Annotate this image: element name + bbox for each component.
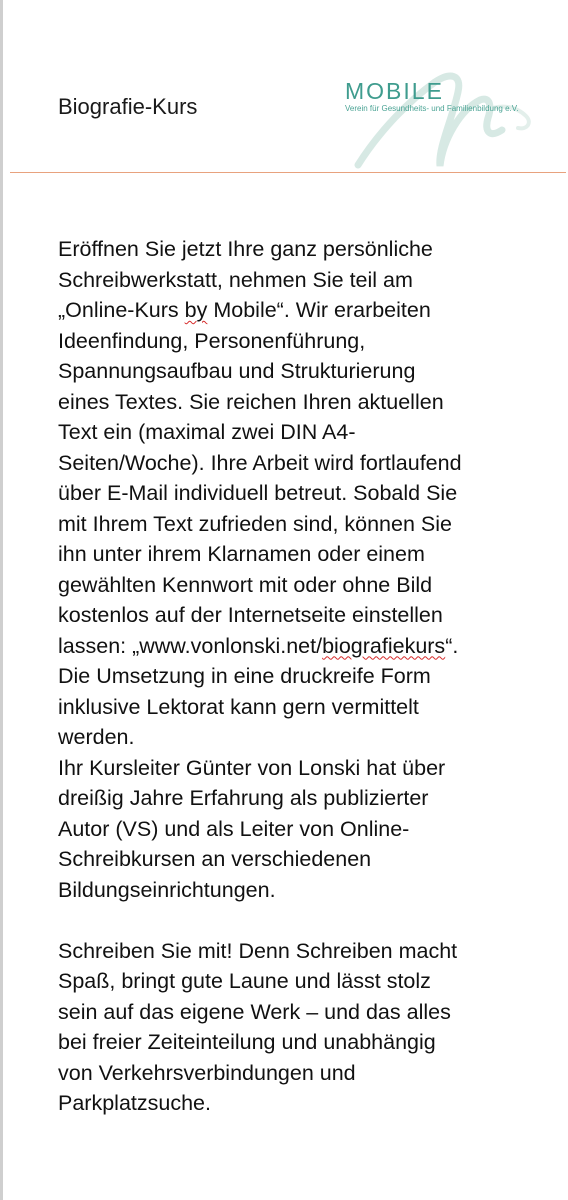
page-title: Biografie-Kurs — [58, 94, 198, 119]
paragraph-spacer — [58, 905, 518, 936]
text-line: Bildungseinrichtungen. — [58, 877, 276, 902]
text-line: Schreiben Sie mit! Denn Schreiben macht — [58, 938, 458, 963]
spellcheck-flagged-word: by — [184, 298, 208, 322]
text-line: Schreibkursen an verschiedenen — [58, 847, 372, 871]
text-line: Schreibwerkstatt, nehmen Sie teil am — [58, 267, 413, 292]
text-segment: Mobile“. Wir erarbeiten — [207, 298, 431, 322]
text-line: sein auf das eigene Werk – und das alles — [58, 999, 451, 1024]
text-segment: „Online-Kurs — [58, 298, 185, 322]
text-line: gewählten Kennwort mit oder ohne Bild — [58, 572, 433, 597]
text-line — [58, 295, 518, 326]
spellcheck-flagged-word: biografiekurs — [322, 633, 446, 658]
paragraph-intro — [58, 234, 518, 753]
text-line: ihn unter ihrem Klarnamen oder einem — [58, 542, 425, 566]
text-line: Spaß, bringt gute Laune und lässt stolz — [58, 969, 431, 993]
header-divider — [10, 172, 566, 173]
text-line — [58, 631, 518, 662]
logo-wordmark: MOBILE — [345, 78, 444, 104]
text-line: kostenlos auf der Internetseite einstellen — [58, 603, 443, 627]
text-line: Ihr Kursleiter Günter von Lonski hat über — [58, 755, 446, 780]
text-line: Autor (VS) und als Leiter von Online- — [58, 816, 410, 841]
text-line: Parkplatzsuche. — [58, 1091, 211, 1115]
paragraph-closing — [58, 936, 518, 1119]
paragraph-instructor — [58, 753, 518, 906]
text-line: über E-Mail individuell betreut. Sobald Sie — [58, 481, 458, 505]
text-line: mit Ihrem Text zufrieden sind, können Sie — [58, 511, 452, 536]
text-line: Spannungsaufbau und Strukturierung — [58, 359, 416, 383]
page-edge — [0, 0, 3, 1200]
text-line: Text ein (maximal zwei DIN A4- — [58, 420, 356, 444]
text-line: eines Textes. Sie reichen Ihren aktuellen — [58, 389, 444, 414]
text-line: bei freier Zeiteinteilung und unabhängig — [58, 1030, 436, 1054]
text-line: von Verkehrsverbindungen und — [58, 1060, 356, 1085]
text-line: werden. — [58, 725, 135, 749]
main-text — [58, 234, 518, 1119]
mobile-logo — [340, 60, 550, 176]
text-line: Seiten/Woche). Ihre Arbeit wird fortlaufend — [58, 450, 462, 475]
text-segment: lassen: „www.vonlonski.net/ — [58, 633, 323, 658]
text-line: inklusive Lektorat kann gern vermittelt — [58, 694, 419, 719]
text-line: dreißig Jahre Erfahrung als publizierter — [58, 786, 429, 810]
text-line: Ideenfindung, Personenführung, — [58, 328, 366, 353]
text-line: Eröffnen Sie jetzt Ihre ganz persönliche — [58, 237, 433, 261]
text-line: Die Umsetzung in eine druckreife Form — [58, 664, 431, 688]
logo-subtitle: Verein für Gesundheits- und Familienbildung e.V. — [345, 104, 519, 113]
text-segment: “. — [445, 633, 459, 658]
